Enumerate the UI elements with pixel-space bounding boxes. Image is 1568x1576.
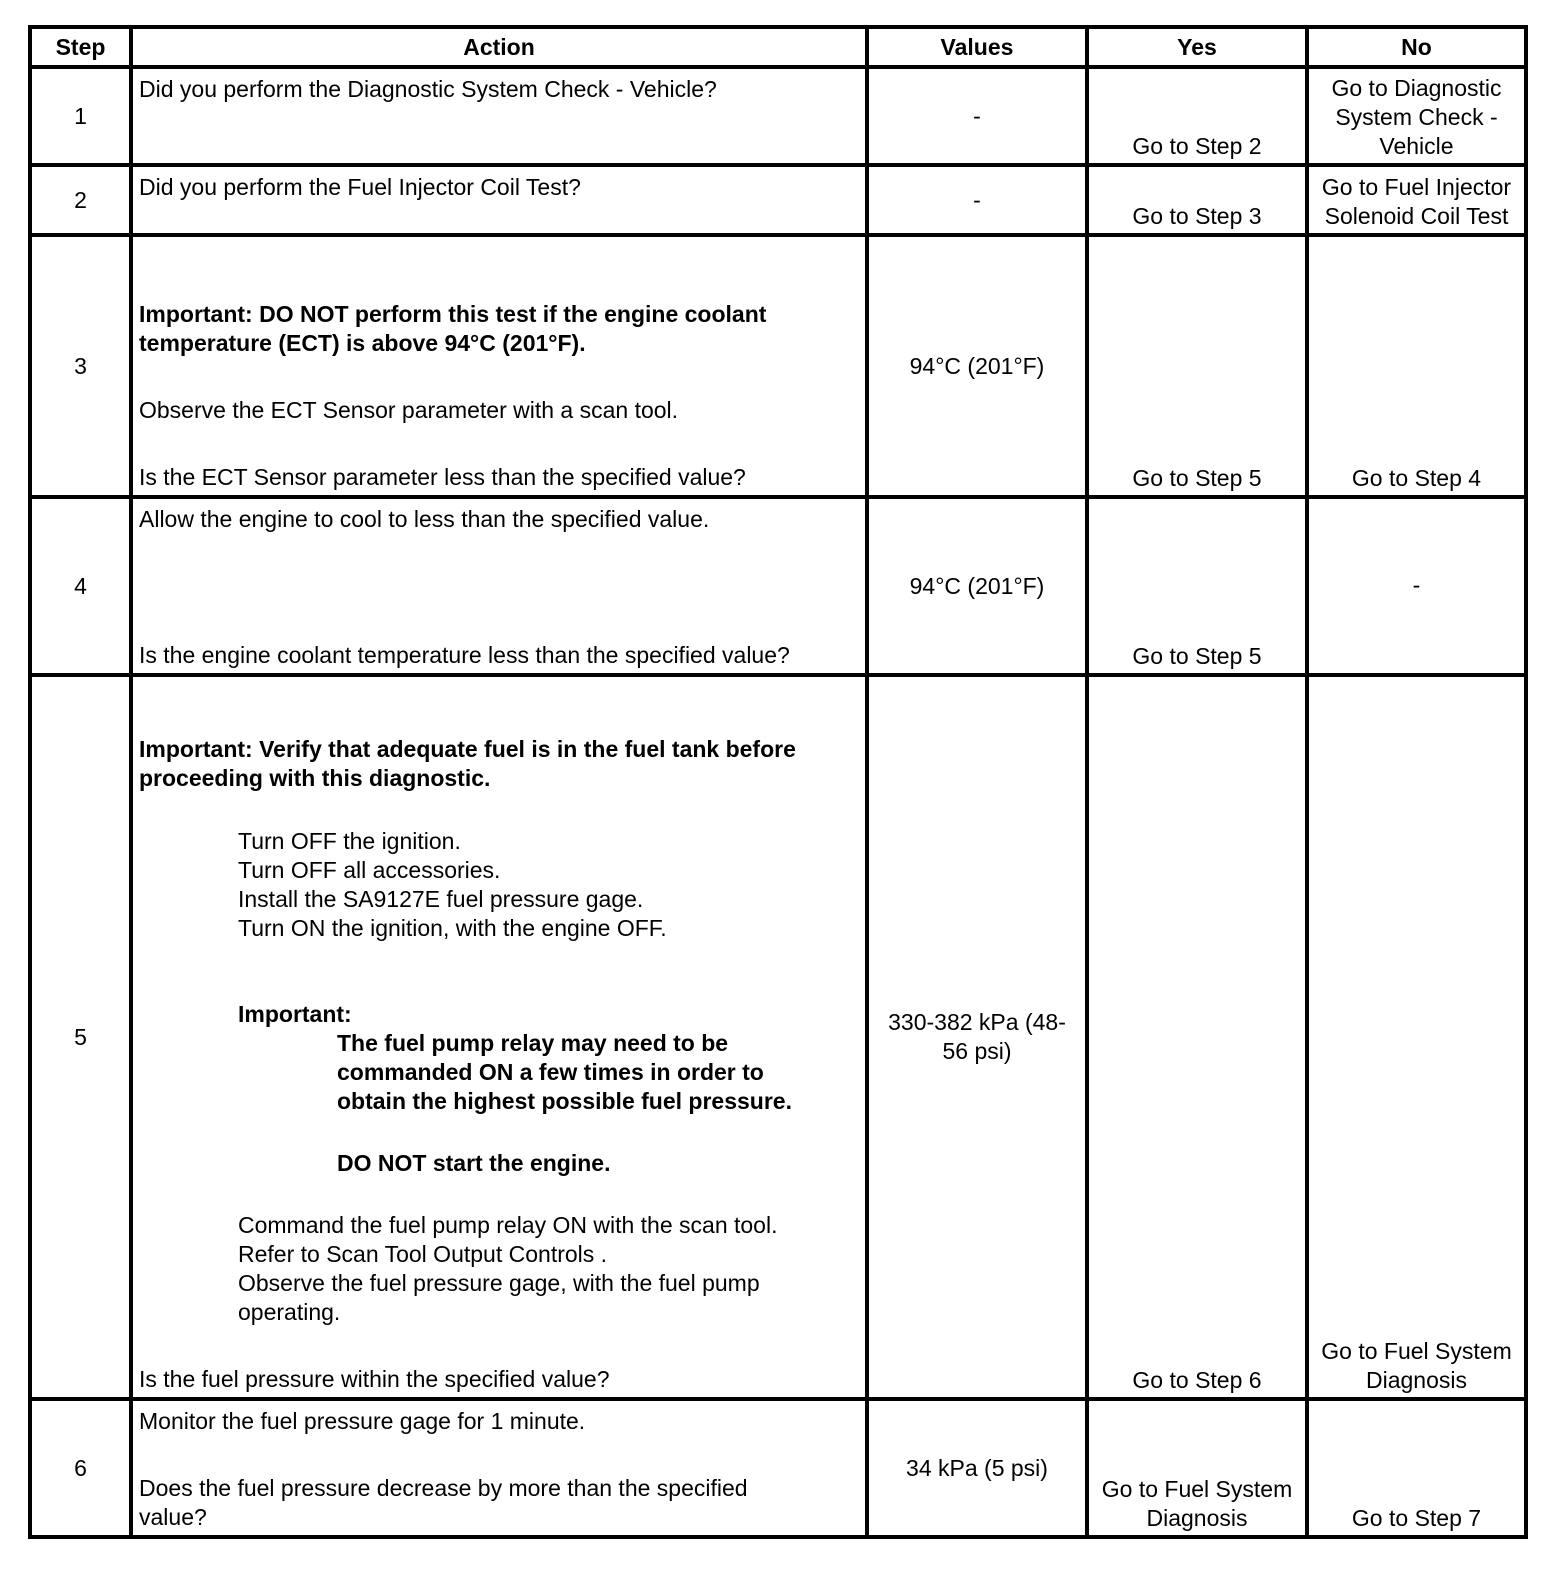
- no-result: -: [1307, 497, 1526, 675]
- yes-result: Go to Step 2: [1087, 67, 1307, 165]
- table-row-step-6: [30, 1399, 1526, 1537]
- step-number: 6: [30, 1399, 131, 1537]
- no-result-line: Solenoid Coil Test: [1324, 203, 1509, 229]
- header-row: [30, 27, 1526, 67]
- no-result-line: Vehicle: [1379, 133, 1454, 159]
- step-number: 3: [30, 235, 131, 497]
- instruction-list: [139, 1211, 853, 1327]
- header-no: No: [1307, 27, 1526, 67]
- action-text: [131, 1399, 867, 1537]
- yes-result: Go to Step 6: [1087, 675, 1307, 1399]
- header-step: Step: [30, 27, 131, 67]
- instruction-step: Refer to Scan Tool Output Controls .: [238, 1241, 608, 1267]
- diagnostic-table: [28, 25, 1528, 1539]
- question-text: Is the ECT Sensor parameter less than the specified value?: [139, 464, 746, 490]
- question-text: Does the fuel pressure decrease by more than the specified: [139, 1475, 748, 1501]
- instruction-step: Turn OFF all accessories.: [238, 857, 501, 883]
- header-yes: Yes: [1087, 27, 1307, 67]
- important-note: obtain the highest possible fuel pressure.: [337, 1088, 792, 1114]
- action-text: [131, 165, 867, 235]
- table-row-step-2: [30, 165, 1526, 235]
- important-label: Important:: [238, 1001, 352, 1027]
- no-result-line: Go to Diagnostic: [1331, 75, 1502, 101]
- important-note: temperature (ECT) is above 94°C (201°F).: [139, 330, 586, 356]
- instruction-step: operating.: [238, 1299, 341, 1325]
- no-result-line: Go to Fuel Injector: [1321, 174, 1512, 200]
- instruction-step: Observe the fuel pressure gage, with the fuel pump: [238, 1270, 760, 1296]
- step-number: 4: [30, 497, 131, 675]
- question-text: Is the fuel pressure within the specified value?: [139, 1366, 610, 1392]
- yes-result: Go to Step 5: [1087, 235, 1307, 497]
- step-number: 2: [30, 165, 131, 235]
- important-note: Important: DO NOT perform this test if the engine coolant: [139, 301, 767, 327]
- important-note: The fuel pump relay may need to be: [337, 1030, 729, 1056]
- table-row-step-1: [30, 67, 1526, 165]
- question-text: Did you perform the Diagnostic System Check - Vehicle?: [139, 76, 717, 102]
- important-note: commanded ON a few times in order to: [337, 1059, 764, 1085]
- instruction-step: Install the SA9127E fuel pressure gage.: [238, 886, 644, 912]
- no-result: [1307, 165, 1526, 235]
- action-text: [131, 497, 867, 675]
- important-note: DO NOT start the engine.: [337, 1150, 611, 1176]
- action-text: [131, 67, 867, 165]
- no-result: Go to Step 7: [1307, 1399, 1526, 1537]
- table-row-step-3: [30, 235, 1526, 497]
- value-line: 330-382 kPa (48-: [888, 1009, 1066, 1035]
- no-result-line: Diagnosis: [1366, 1367, 1467, 1393]
- no-result-line: Go to Fuel System: [1321, 1338, 1512, 1364]
- value-text: 94°C (201°F): [867, 235, 1087, 497]
- yes-result: [1087, 1399, 1307, 1537]
- important-note: proceeding with this diagnostic.: [139, 765, 491, 791]
- instruction-text: Observe the ECT Sensor parameter with a scan tool.: [139, 397, 679, 423]
- question-text: value?: [139, 1504, 207, 1530]
- no-result: [1307, 675, 1526, 1399]
- yes-result-line: Go to Fuel System: [1101, 1476, 1293, 1502]
- action-text: [131, 235, 867, 497]
- table-row-step-5: [30, 675, 1526, 1399]
- no-result: [1307, 67, 1526, 165]
- value-text: 34 kPa (5 psi): [867, 1399, 1087, 1537]
- value-text: -: [867, 67, 1087, 165]
- table-row-step-4: [30, 497, 1526, 675]
- question-text: Is the engine coolant temperature less than the specified value?: [139, 642, 790, 668]
- yes-result: Go to Step 3: [1087, 165, 1307, 235]
- important-note: Important: Verify that adequate fuel is in the fuel tank before: [139, 736, 796, 762]
- step-number: 5: [30, 675, 131, 1399]
- value-line: 56 psi): [942, 1038, 1012, 1064]
- instruction-step: Command the fuel pump relay ON with the scan tool.: [238, 1212, 778, 1238]
- value-text: -: [867, 165, 1087, 235]
- instruction-step: Turn ON the ignition, with the engine OFF.: [238, 915, 667, 941]
- value-text: [867, 675, 1087, 1399]
- question-text: Did you perform the Fuel Injector Coil Test?: [139, 174, 581, 200]
- instruction-list: [139, 827, 853, 943]
- no-result: Go to Step 4: [1307, 235, 1526, 497]
- step-number: 1: [30, 67, 131, 165]
- instruction-text: Allow the engine to cool to less than the specified value.: [139, 506, 710, 532]
- value-text: 94°C (201°F): [867, 497, 1087, 675]
- header-action: Action: [131, 27, 867, 67]
- no-result-line: System Check -: [1335, 104, 1498, 130]
- instruction-step: Turn OFF the ignition.: [238, 828, 461, 854]
- instruction-text: Monitor the fuel pressure gage for 1 minute.: [139, 1408, 586, 1434]
- header-values: Values: [867, 27, 1087, 67]
- yes-result-line: Diagnosis: [1146, 1505, 1248, 1531]
- yes-result: Go to Step 5: [1087, 497, 1307, 675]
- action-text: [131, 675, 867, 1399]
